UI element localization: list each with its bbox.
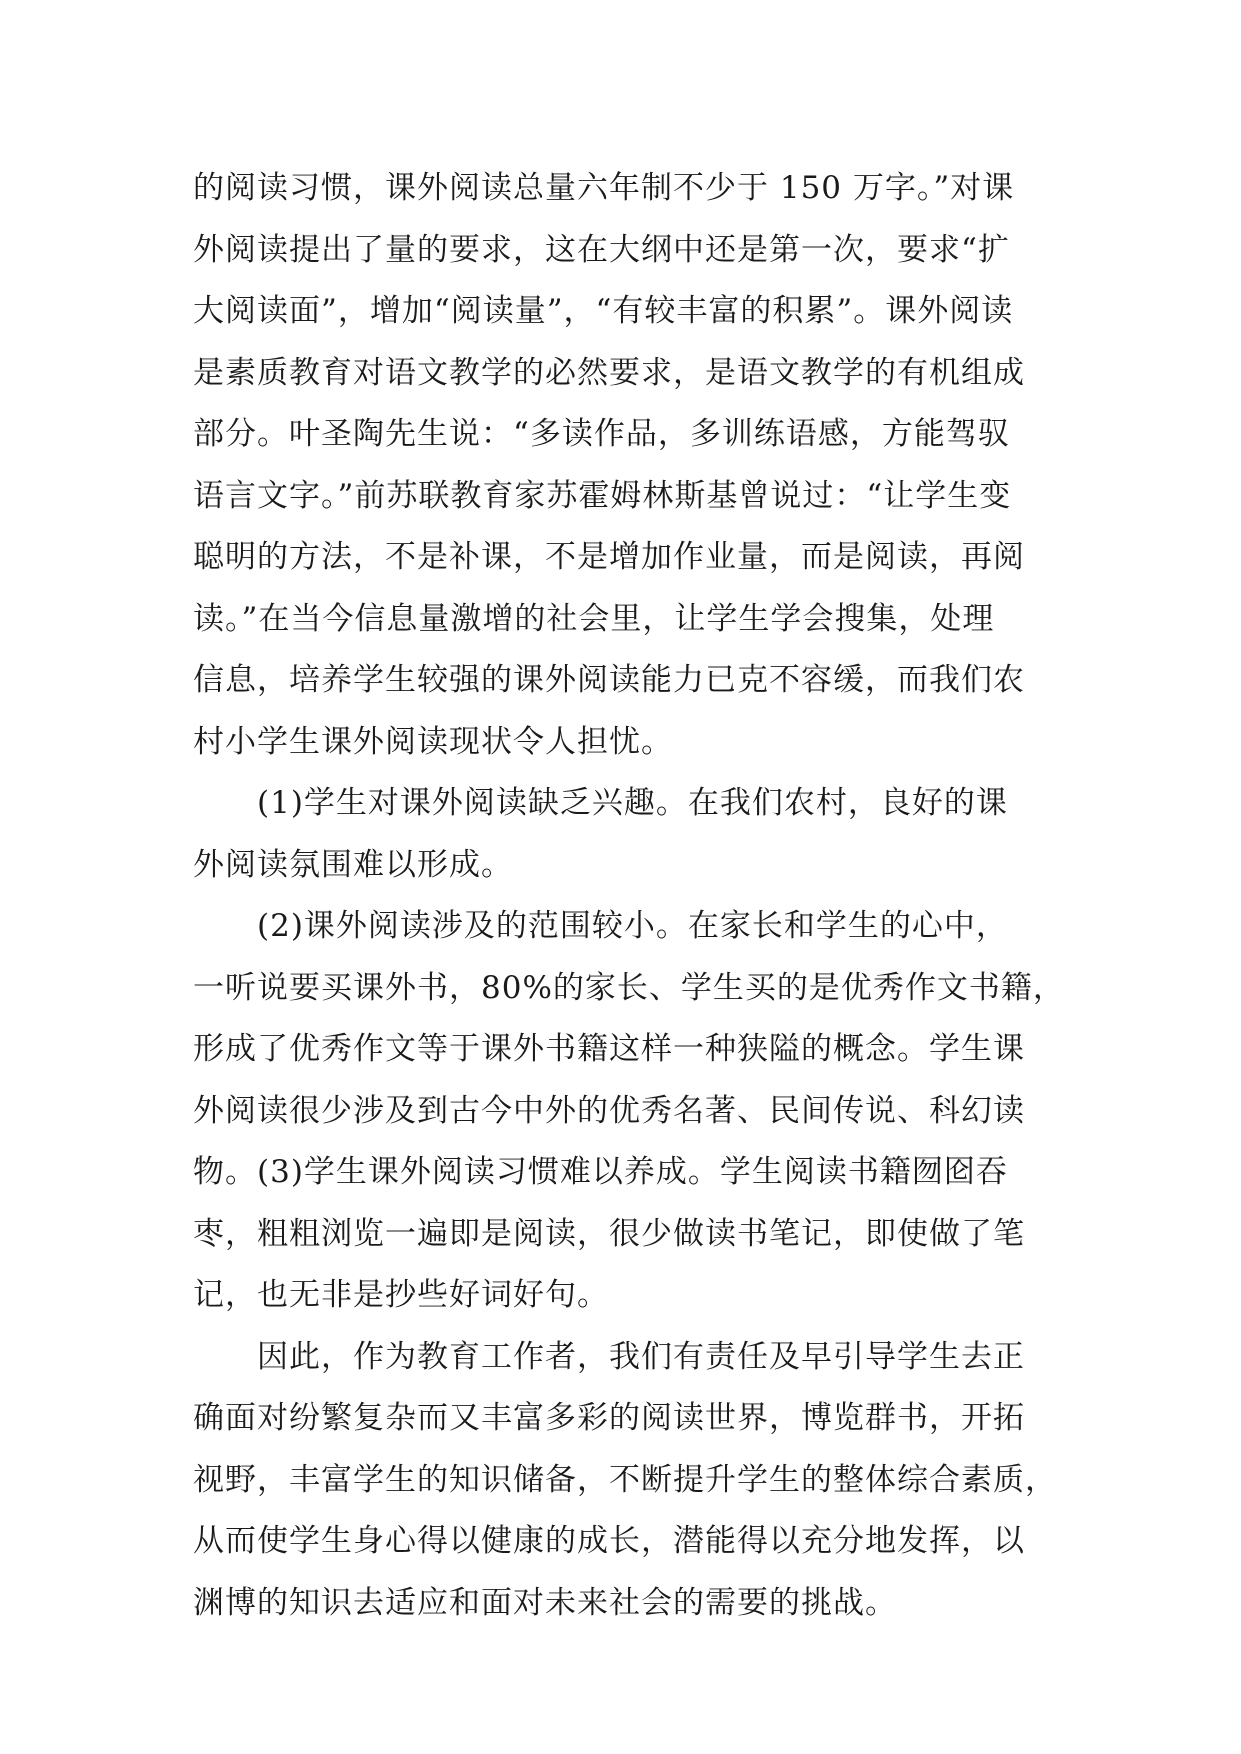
text-line: 读。”在当今信息量激增的社会里，让学生学会搜集，处理 (193, 600, 995, 637)
body-text (193, 158, 1065, 1634)
text-line: (2)课外阅读涉及的范围较小。在家长和学生的心中， (193, 908, 1008, 944)
text-line: 一听说要买课外书，80%的家长、学生买的是优秀作文书籍， (193, 969, 1065, 1006)
text-line: 大阅读面”，增加“阅读量”，“有较丰富的积累”。课外阅读 (193, 293, 1014, 329)
text-line: 部分。叶圣陶先生说：“多读作品，多训练语感，方能驾驭 (193, 416, 1010, 452)
text-line: 的阅读习惯，课外阅读总量六年制不少于 150 万字。”对课 (193, 170, 1015, 206)
text-line: 外阅读氛围难以形成。 (193, 846, 513, 883)
text-line: 视野，丰富学生的知识储备，不断提升学生的整体综合素质， (193, 1461, 1057, 1498)
text-line: 语言文字。”前苏联教育家苏霍姆林斯基曾说过：“让学生变 (193, 477, 1012, 514)
text-line: (1)学生对课外阅读缺乏兴趣。在我们农村，良好的课 (193, 785, 1008, 821)
text-line: 记，也无非是抄些好词好句。 (193, 1277, 609, 1313)
text-line: 形成了优秀作文等于课外书籍这样一种狭隘的概念。学生课 (193, 1031, 1025, 1067)
text-line: 物。(3)学生课外阅读习惯难以养成。学生阅读书籍囫囵吞 (193, 1154, 1008, 1190)
text-line: 确面对纷繁复杂而又丰富多彩的阅读世界，博览群书，开拓 (193, 1400, 1025, 1436)
text-line: 村小学生课外阅读现状令人担忧。 (193, 723, 673, 760)
text-line: 从而使学生身心得以健康的成长，潜能得以充分地发挥，以 (193, 1523, 1025, 1559)
text-line: 外阅读很少涉及到古今中外的优秀名著、民间传说、科幻读 (193, 1092, 1025, 1129)
text-line: 聪明的方法，不是补课，不是增加作业量，而是阅读，再阅 (193, 539, 1025, 575)
text-line: 渊博的知识去适应和面对未来社会的需要的挑战。 (193, 1584, 897, 1621)
text-line: 信息，培养学生较强的课外阅读能力已克不容缓，而我们农 (193, 662, 1025, 698)
text-line: 枣，粗粗浏览一遍即是阅读，很少做读书笔记，即使做了笔 (193, 1215, 1025, 1252)
text-line: 因此，作为教育工作者，我们有责任及早引导学生去正 (193, 1338, 1025, 1375)
text-line: 外阅读提出了量的要求，这在大纲中还是第一次，要求“扩 (193, 231, 1010, 268)
text-line: 是素质教育对语文教学的必然要求，是语文教学的有机组成 (193, 354, 1025, 391)
